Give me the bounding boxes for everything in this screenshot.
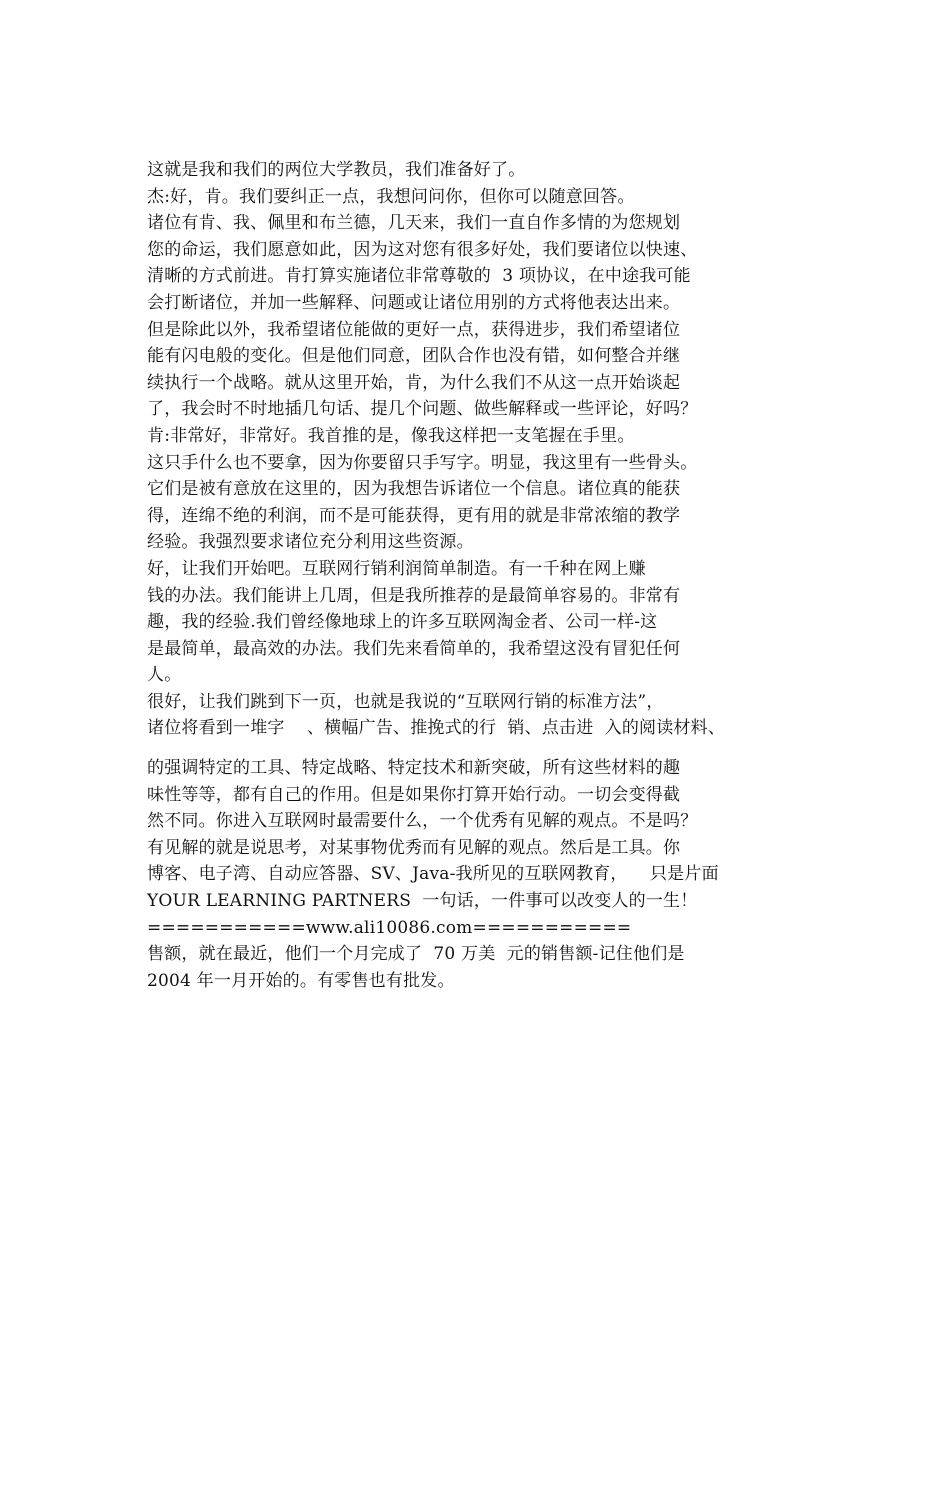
text-line: 您的命运，我们愿意如此，因为这对您有很多好处，我们要诸位以快速、 [147,239,698,260]
text-line: 诸位有肯、我、佩里和布兰德，几天来，我们一直自作多情的为您规划 [147,213,681,234]
text-line: 杰:好，肯。我们要纠正一点，我想问问你，但你可以随意回答。 [147,186,635,207]
text-line: 人。 [147,665,182,686]
text-line: 博客、电子湾、自动应答器、SV、Java-我所见的互联网教育， 只是片面 [147,864,719,885]
text-line: YOUR LEARNING PARTNERS 一句话，一件事可以改变人的一生！ [147,891,698,912]
text-line: 但是除此以外，我希望诸位能做的更好一点，获得进步，我们希望诸位 [147,319,681,340]
text-line: 很好，让我们跳到下一页，也就是我说的“互联网行销的标准方法”， [147,691,664,712]
text-line: 好，让我们开始吧。互联网行销利润简单制造。有一千种在网上赚 [147,558,646,579]
text-line: 2004 年一月开始的。有零售也有批发。 [147,970,455,991]
text-line: 钱的办法。我们能讲上几周，但是我所推荐的是最简单容易的。非常有 [147,585,681,606]
text-line: 肯:非常好，非常好。我首推的是，像我这样把一支笔握在手里。 [147,425,635,446]
text-line: 然不同。你进入互联网时最需要什么，一个优秀有见解的观点。不是吗？ [147,811,698,832]
text-line: 清晰的方式前进。肯打算实施诸位非常尊敬的 3 项协议，在中途我可能 [147,266,691,287]
text-line: 能有闪电般的变化。但是他们同意，团队合作也没有错，如何整合并继 [147,346,681,367]
text-line: 是最简单，最高效的办法。我们先来看简单的，我希望这没有冒犯任何 [147,638,681,659]
text-line: 这就是我和我们的两位大学教员，我们准备好了。 [147,160,526,180]
text-line: 售额，就在最近，他们一个月完成了 70 万美 元的销售额-记住他们是 [147,944,685,965]
text-line: 的强调特定的工具、特定战略、特定技术和新突破，所有这些材料的趣 [147,758,681,779]
text-line: 有见解的就是说思考，对某事物优秀而有见解的观点。然后是工具。你 [147,837,681,858]
text-line: 会打断诸位，并加一些解释、问题或让诸位用别的方式将他表达出来。 [147,292,681,313]
text-line: 了，我会时不时地插几句话、提几个问题、做些解释或一些评论，好吗？ [147,399,698,420]
text-line: 续执行一个战略。就从这里开始，肯，为什么我们不从这一点开始谈起 [147,372,681,393]
text-line: 得，连绵不绝的利润，而不是可能获得，更有用的就是非常浓缩的教学 [147,505,681,526]
text-line: ===========www.ali10086.com=========== [147,917,632,938]
text-line: 这只手什么也不要拿，因为你要留只手写字。明显，我这里有一些骨头。 [147,452,698,473]
text-line: 诸位将看到一堆字 、横幅广告、推挽式的行 销、点击进 入的阅读材料、 [147,718,726,739]
paragraph-gap [147,742,837,755]
text-line: 味性等等，都有自己的作用。但是如果你打算开始行动。一切会变得截 [147,784,681,805]
text-line: 它们是被有意放在这里的，因为我想告诉诸位一个信息。诸位真的能获 [147,479,681,500]
body-text [147,157,837,994]
text-line: 趣，我的经验.我们曾经像地球上的许多互联网淘金者、公司一样-这 [147,612,658,633]
text-line: 经验。我强烈要求诸位充分利用这些资源。 [147,532,474,553]
